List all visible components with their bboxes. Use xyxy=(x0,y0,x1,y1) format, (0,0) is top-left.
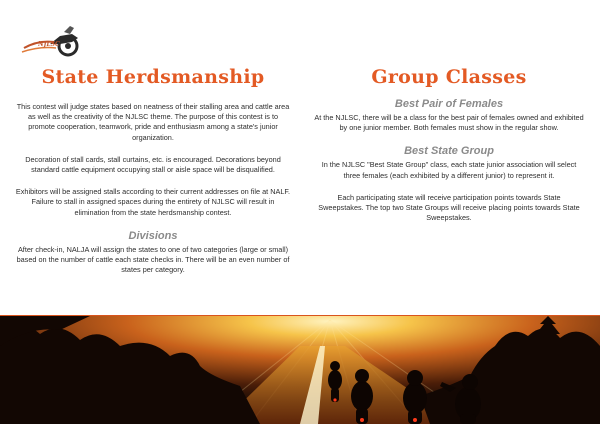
divisions-title: Divisions xyxy=(128,229,178,242)
divisions-paragraph: After check-in, NALJA will assign the states to one of two categories (large or small) based on the number of cattle each state checks in. There will be an even number of states per category. xyxy=(16,244,290,275)
motorcycle-logo-icon xyxy=(20,22,86,58)
herdsmanship-paragraph-2: Decoration of stall cards, stall curtains, etc. is encouraged. Decorations beyond standard cattle equipment occupying stall or aisle space will be disqualified. xyxy=(25,154,281,175)
group-classes-title: Group Classes xyxy=(371,66,527,88)
logo-text: NJLSC xyxy=(38,41,60,48)
logo xyxy=(20,22,86,58)
herdsmanship-paragraph-3: Exhibitors will be assigned stalls according to their current addresses on file at NALF. Failure to stall in assigned spaces during the entirety of NJLSC will result in elimination from the state herdsmanship contest. xyxy=(15,187,291,217)
motorcycle-riders-illustration xyxy=(0,316,600,424)
state-herdsmanship-column xyxy=(14,62,292,287)
herdsmanship-paragraph-1: This contest will judge states based on neatness of their stalling area and cattle area as well as the creativity of the NJLSC theme. The purpose of this contest is to promote cooperation, teamwork, pride and enthusiasm among a state's junior organization. xyxy=(16,102,290,142)
best-state-group-paragraph: In the NJLSC "Best State Group" class, each state junior association will select three females (each exhibited by a different junior) to represent it. xyxy=(321,160,577,180)
sweepstakes-paragraph: Each participating state will receive participation points towards State Sweepstakes. The top two State Groups will receive placing points towards State Sweepstakes. xyxy=(318,192,580,223)
state-herdsmanship-title: State Herdsmanship xyxy=(41,66,265,88)
group-classes-column xyxy=(314,62,584,235)
best-pair-title: Best Pair of Females xyxy=(394,98,504,110)
best-state-group-title: Best State Group xyxy=(404,145,494,158)
best-pair-paragraph: At the NJLSC, there will be a class for the best pair of females owned and exhibited by one junior member. Both females must show in the regular show. xyxy=(314,113,584,133)
